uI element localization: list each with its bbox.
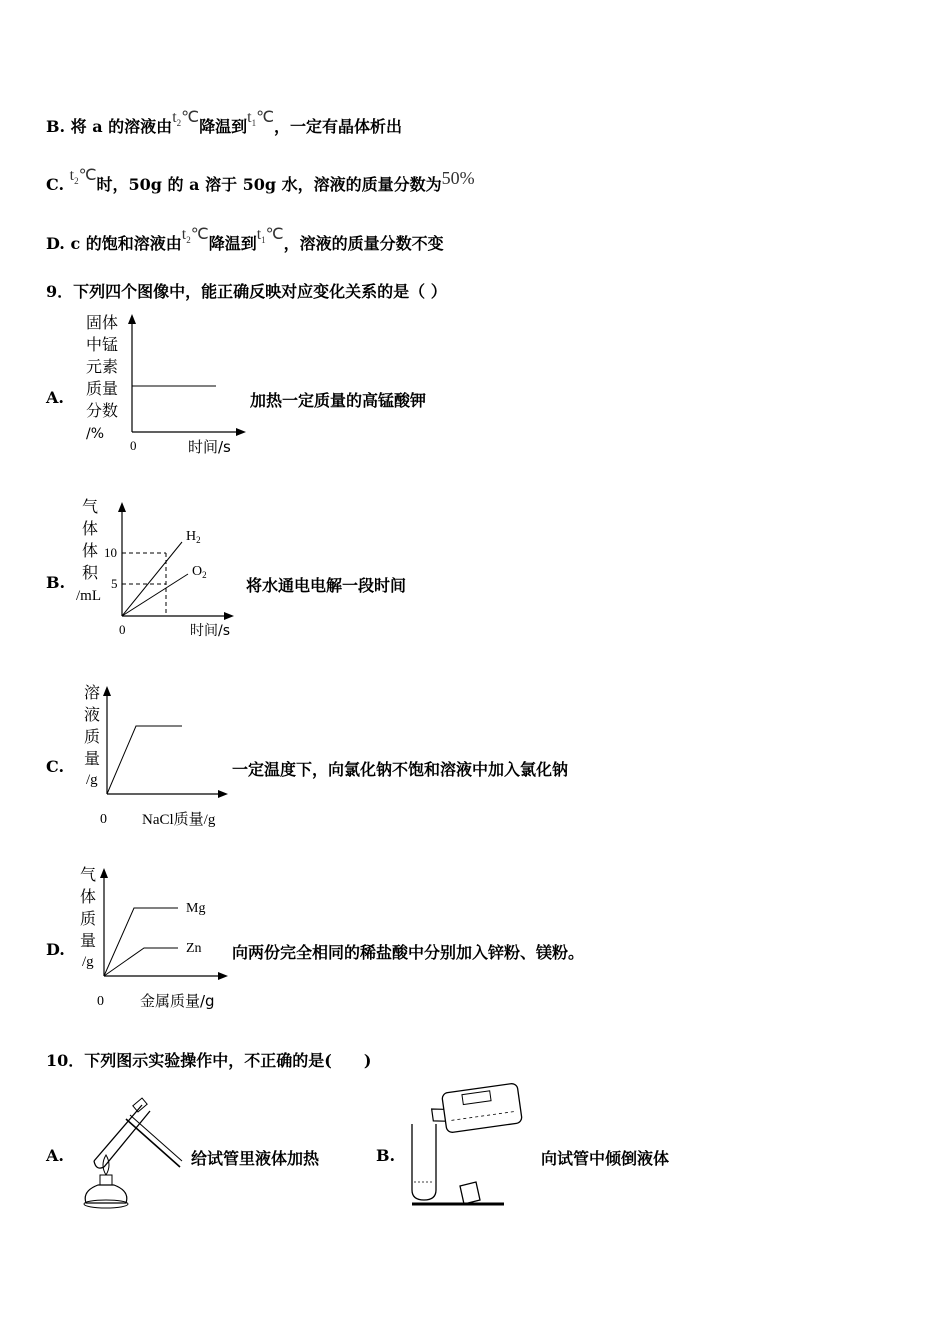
- temp-t1: $t_1℃$: [247, 109, 275, 129]
- y-unit: /mL: [76, 588, 101, 604]
- x-label: 时间/s: [188, 438, 231, 456]
- y-label-line: 积: [82, 563, 99, 582]
- option-text: 时，50g 的 a 溶于 50g 水，溶液的质量分数为: [96, 175, 442, 194]
- heating-test-tube-illustration: [72, 1095, 192, 1225]
- option-text: ，溶液的质量分数不变: [283, 234, 444, 253]
- y-label-line: 量: [84, 749, 101, 768]
- y-axis-arrow-icon: [128, 314, 136, 324]
- q10-option-a-desc: 给试管里液体加热: [191, 1149, 320, 1168]
- q10-option-a-label: A.: [46, 1146, 64, 1165]
- o2-series-line: [122, 574, 188, 616]
- q9-chart-a: [82, 310, 252, 455]
- x-axis-arrow-icon: [218, 972, 228, 980]
- y-unit: /g: [82, 954, 94, 970]
- y-label-line: 量: [80, 931, 97, 950]
- temp-t2: $t_2℃$: [69, 167, 97, 187]
- x-axis-arrow-icon: [218, 790, 228, 798]
- q8-option-d: [46, 226, 444, 255]
- series-line: [107, 726, 182, 794]
- q9-option-d-desc: 向两份完全相同的稀盐酸中分别加入锌粉、镁粉。: [232, 943, 585, 962]
- q9-option-b-label: B.: [46, 573, 66, 592]
- option-text: ，一定有晶体析出: [274, 117, 403, 136]
- y-axis-arrow-icon: [118, 502, 126, 512]
- tick-label-10: 10: [104, 545, 117, 560]
- x-axis-arrow-icon: [236, 428, 246, 436]
- option-label: D.: [46, 234, 65, 253]
- o2-label: $O_2$: [192, 564, 207, 580]
- q9-option-a-desc: 加热一定质量的高锰酸钾: [250, 391, 427, 410]
- q8-option-c: [46, 167, 475, 196]
- y-label-line: 体: [80, 887, 97, 906]
- q8-option-b: [46, 109, 403, 138]
- y-axis-arrow-icon: [100, 868, 108, 878]
- percent-value: 50%: [441, 168, 475, 188]
- test-tube-icon: [94, 1105, 142, 1161]
- y-label-line: 质: [80, 909, 97, 928]
- origin-label: 0: [130, 438, 137, 453]
- q10-option-b-desc: 向试管中倾倒液体: [541, 1149, 670, 1168]
- option-text: 降温到: [199, 117, 248, 136]
- y-label-line: 元素: [86, 357, 119, 376]
- y-label-line: 体: [82, 541, 99, 560]
- reagent-bottle-icon: [430, 1083, 523, 1135]
- q9-chart-b: [76, 494, 246, 642]
- q10-option-b-label: B.: [376, 1146, 396, 1165]
- tick-label-5: 5: [111, 576, 118, 591]
- y-label-line: 质量: [86, 379, 119, 398]
- origin-label: 0: [100, 812, 107, 827]
- mg-label: Mg: [186, 901, 206, 916]
- y-label-line: 溶: [84, 683, 101, 702]
- option-text: 将 a 的溶液由: [70, 117, 173, 136]
- mg-series-line: [104, 908, 178, 976]
- option-text: 降温到: [208, 234, 257, 253]
- y-label-line: 液: [84, 705, 101, 724]
- x-label: 金属质量/g: [140, 992, 215, 1010]
- option-label: C.: [46, 175, 65, 194]
- temp-t2: $t_2℃$: [181, 226, 209, 246]
- x-axis-arrow-icon: [224, 612, 234, 620]
- x-label: 时间/s: [190, 623, 231, 639]
- zn-label: Zn: [186, 941, 202, 956]
- x-label: NaCl质量/g: [142, 812, 216, 828]
- y-unit: /%: [86, 426, 105, 442]
- q9-chart-c: [80, 680, 240, 830]
- q9-option-c-desc: 一定温度下，向氯化钠不饱和溶液中加入氯化钠: [232, 760, 569, 779]
- y-label-line: 固体: [86, 313, 119, 332]
- q9-option-a-label: A.: [46, 388, 64, 407]
- tube-holder-icon: [126, 1119, 180, 1167]
- zn-series-line: [104, 948, 178, 976]
- origin-label: 0: [97, 994, 104, 1009]
- option-label: B.: [46, 117, 66, 136]
- y-label-line: 分数: [86, 401, 119, 420]
- temp-t2: $t_2℃$: [172, 109, 200, 129]
- y-label-line: 中锰: [86, 335, 119, 354]
- q9-option-c-label: C.: [46, 757, 65, 776]
- test-tube-icon: [412, 1124, 436, 1200]
- h2-label: $H_2$: [186, 529, 201, 545]
- y-axis-arrow-icon: [103, 686, 111, 696]
- y-unit: /g: [86, 772, 98, 788]
- option-text: c 的饱和溶液由: [70, 234, 182, 253]
- q9-option-b-desc: 将水通电电解一段时间: [246, 576, 407, 595]
- question-9-title: 9．下列四个图像中，能正确反映对应变化关系的是（ ）: [46, 282, 447, 301]
- stopper-icon: [460, 1182, 480, 1204]
- y-label-line: 体: [82, 519, 99, 538]
- q9-chart-d: [78, 862, 238, 1012]
- y-label-line: 气: [82, 497, 99, 516]
- q9-option-d-label: D.: [46, 940, 65, 959]
- y-label-line: 气: [80, 865, 97, 884]
- y-label-line: 质: [84, 727, 101, 746]
- pouring-liquid-illustration: [404, 1082, 534, 1212]
- question-10-title: 10．下列图示实验操作中，不正确的是( ): [46, 1051, 372, 1070]
- temp-t1: $t_1℃$: [256, 226, 284, 246]
- origin-label: 0: [119, 622, 126, 637]
